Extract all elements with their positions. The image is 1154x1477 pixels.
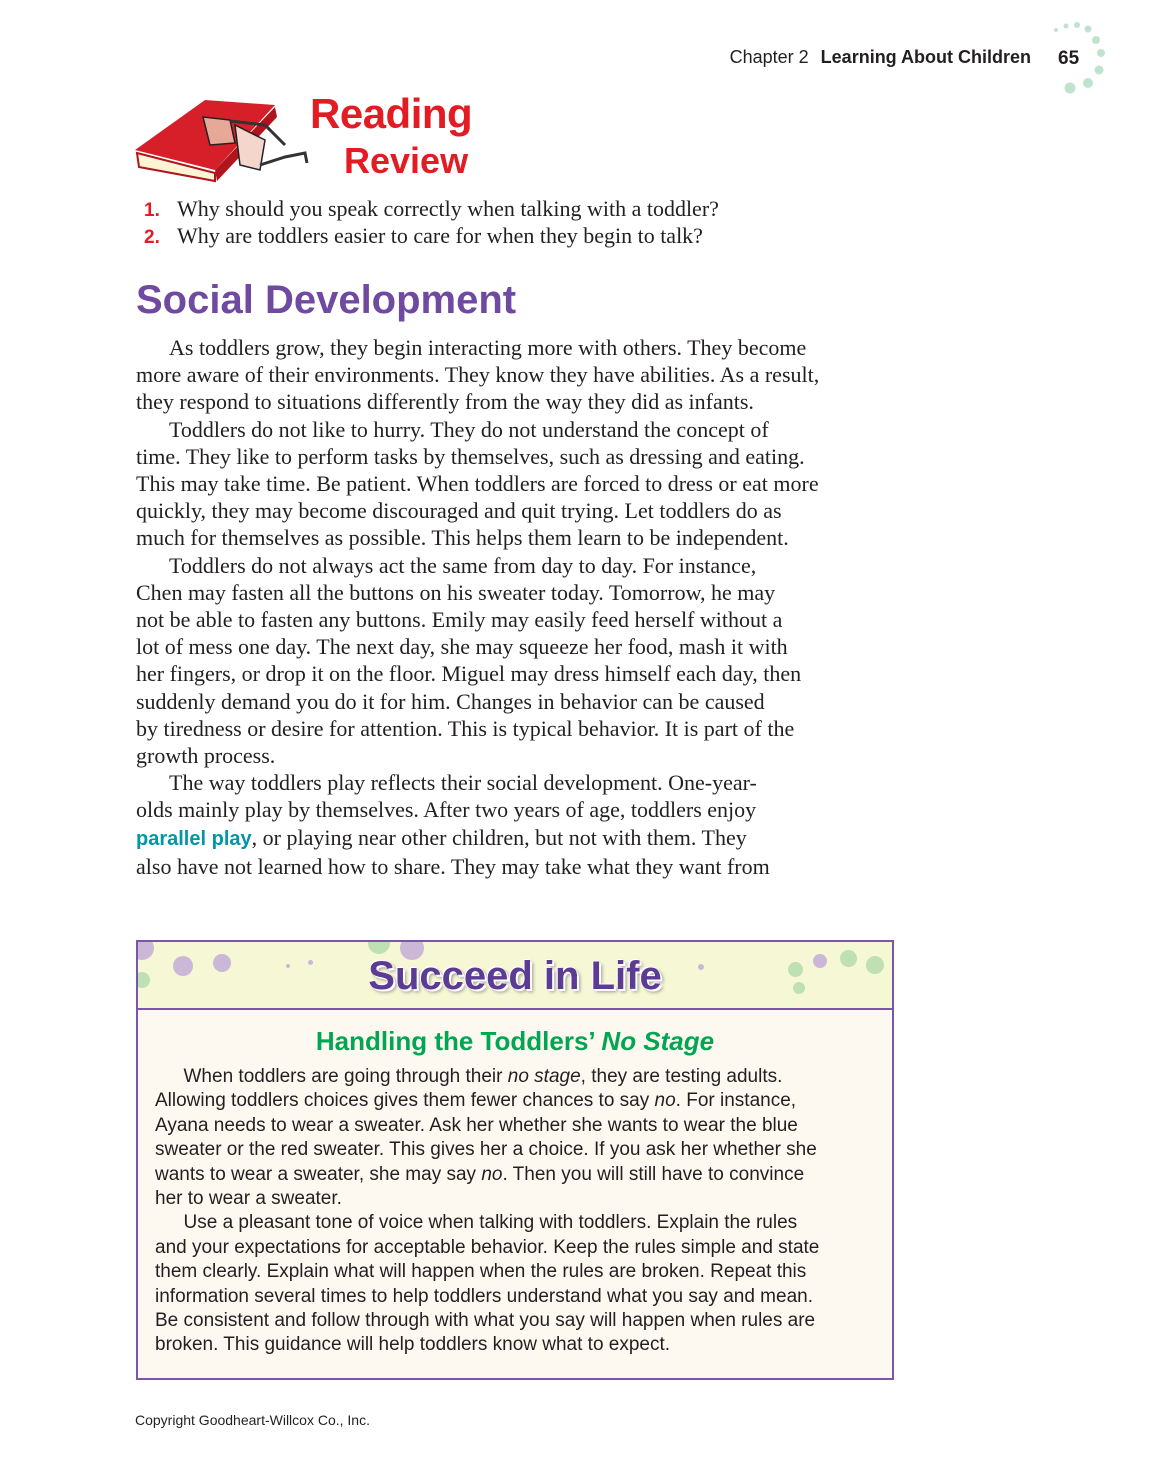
running-header — [730, 47, 1031, 68]
text-segment: they respond to situations differently from the way they did as infants. — [136, 389, 754, 415]
section-heading: Social Development — [136, 278, 517, 322]
text-segment: . Then you will still have to convince — [502, 1163, 805, 1185]
text-line — [155, 1260, 892, 1284]
section-body — [136, 334, 906, 880]
question-text: Why should you speak correctly when talking with a toddler? — [177, 196, 719, 221]
text-line — [136, 796, 906, 823]
review-question — [144, 196, 719, 222]
text-line — [136, 443, 906, 470]
text-line — [155, 1333, 892, 1357]
page-number: 65 — [1058, 48, 1080, 69]
text-segment: not be able to fasten any buttons. Emily may easily feed herself without a — [136, 607, 783, 633]
text-segment: The way toddlers play reflects their social development. One-year- — [136, 770, 757, 796]
text-line — [155, 1187, 892, 1211]
text-line — [136, 388, 906, 415]
text-line — [136, 334, 906, 361]
text-line — [155, 1285, 892, 1309]
question-number: 1. — [144, 200, 160, 221]
text-segment: more aware of their environments. They know they have abilities. As a result, — [136, 362, 820, 388]
feature-heading-italic: No Stage — [601, 1026, 715, 1056]
text-segment: wants to wear a sweater, she may say — [155, 1163, 482, 1185]
text-line — [155, 1163, 892, 1187]
text-line — [136, 416, 906, 443]
text-segment: , they are testing adults. — [580, 1066, 783, 1087]
text-line — [136, 715, 906, 742]
text-line — [155, 1089, 892, 1113]
text-segment: As toddlers grow, they begin interacting more with others. They become — [136, 335, 807, 360]
text-segment: by tiredness or desire for attention. This is typical behavior. It is part of the — [136, 715, 795, 741]
reading-review-title: Reading — [310, 90, 473, 137]
text-line — [155, 1236, 892, 1260]
text-line — [155, 1211, 892, 1235]
italic-text: no — [654, 1090, 676, 1112]
text-segment: sweater or the red sweater. This gives her a choice. If you ask her whether she — [155, 1139, 817, 1161]
text-line — [136, 524, 906, 551]
feature-heading-text: Handling the Toddlers’ — [315, 1026, 602, 1056]
text-segment: them clearly. Explain what will happen when the rules are broken. Repeat this — [155, 1261, 807, 1283]
text-segment: her to wear a sweater. — [155, 1188, 342, 1210]
text-line — [136, 497, 906, 524]
text-line — [155, 1309, 892, 1333]
text-segment: Toddlers do not like to hurry. They do not understand the concept of — [136, 416, 769, 442]
text-line — [136, 688, 906, 715]
succeed-in-life-feature — [136, 940, 894, 1380]
text-line — [136, 660, 906, 687]
italic-text: no stage — [507, 1066, 581, 1087]
text-line — [136, 361, 906, 388]
italic-text: no — [481, 1163, 503, 1185]
text-segment: much for themselves as possible. This helps them learn to be independent. — [136, 525, 789, 551]
text-line — [136, 606, 906, 633]
text-segment: Be consistent and follow through with what you say will happen when rules are — [155, 1310, 816, 1332]
reading-review-subtitle: Review — [344, 140, 469, 181]
text-segment: time. They like to perform tasks by themselves, such as dressing and eating. — [136, 443, 805, 469]
text-segment: suddenly demand you do it for him. Changes in behavior can be caused — [136, 688, 765, 714]
text-segment: Chen may fasten all the buttons on his sweater today. Tomorrow, he may — [136, 579, 776, 605]
text-segment: broken. This guidance will help toddlers know what to expect. — [155, 1334, 671, 1356]
text-segment: quickly, they may become discouraged and quit trying. Let toddlers do as — [136, 498, 782, 524]
text-line — [136, 633, 906, 660]
feature-heading — [138, 1026, 892, 1057]
text-segment: Use a pleasant tone of voice when talking with toddlers. Explain the rules — [155, 1212, 798, 1234]
text-line — [155, 1138, 892, 1162]
chapter-title: Learning About Children — [820, 47, 1031, 67]
question-number: 2. — [144, 227, 160, 248]
feature-body — [155, 1065, 892, 1358]
feature-banner-title: Succeed in Life — [368, 954, 662, 998]
text-segment: Allowing toddlers choices gives them fewer chances to say — [155, 1090, 655, 1112]
text-segment: When toddlers are going through their — [155, 1066, 508, 1087]
text-segment: , or playing near other children, but not with them. They — [251, 824, 747, 850]
text-segment: olds mainly play by themselves. After two years of age, toddlers enjoy — [136, 797, 757, 823]
text-segment: lot of mess one day. The next day, she may squeeze her food, mash it with — [136, 634, 788, 660]
text-line — [136, 742, 906, 769]
text-segment: her fingers, or drop it on the floor. Miguel may dress himself each day, then — [136, 661, 802, 687]
feature-banner — [138, 942, 892, 1010]
text-segment: growth process. — [136, 743, 276, 769]
text-segment: This may take time. Be patient. When toddlers are forced to dress or eat more — [136, 471, 819, 497]
text-segment: . For instance, — [675, 1090, 797, 1112]
text-segment: Toddlers do not always act the same from day to day. For instance, — [136, 552, 757, 578]
text-line — [155, 1114, 892, 1138]
text-segment: also have not learned how to share. They may take what they want from — [136, 853, 770, 879]
text-line — [136, 470, 906, 497]
question-text: Why are toddlers easier to care for when they begin to talk? — [177, 223, 703, 248]
chapter-label: Chapter 2 — [729, 47, 809, 67]
text-segment: Ayana needs to wear a sweater. Ask her whether she wants to wear the blue — [155, 1114, 798, 1136]
book-glasses-icon — [135, 95, 335, 185]
text-line — [136, 824, 906, 853]
text-line — [155, 1065, 892, 1089]
text-line — [136, 579, 906, 606]
text-line — [136, 552, 906, 579]
review-question — [144, 223, 703, 249]
text-line — [136, 769, 906, 796]
text-line — [136, 853, 906, 880]
text-segment: information several times to help toddlers understand what you say and mean. — [155, 1285, 813, 1307]
text-segment: and your expectations for acceptable behavior. Keep the rules simple and state — [155, 1236, 820, 1258]
copyright: Copyright Goodheart-Willcox Co., Inc. — [135, 1412, 370, 1428]
key-term: parallel play — [136, 827, 252, 850]
